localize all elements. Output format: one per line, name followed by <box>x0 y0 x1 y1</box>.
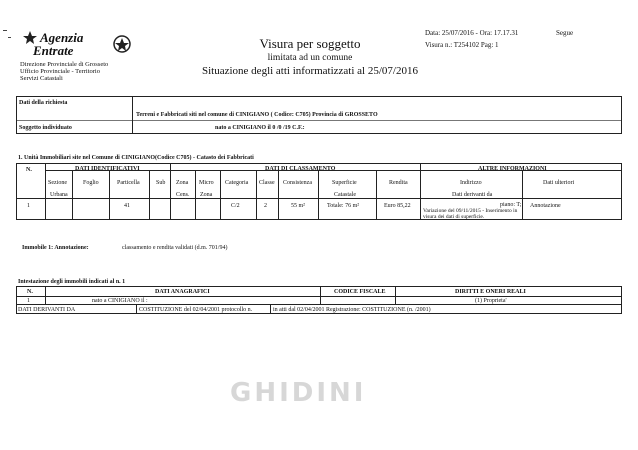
section1-title: 1. Unità Immobiliari site nel Comune di CINIGIANO(Codice C705) - Catasto dei Fabbricati <box>18 155 254 161</box>
row-categoria: C/2 <box>231 203 240 209</box>
row-particella: 41 <box>124 203 130 209</box>
col-dati-ulteriori: Dati ulteriori <box>543 180 575 186</box>
col-sep <box>170 163 171 220</box>
col-sep <box>109 170 110 220</box>
request-right-line <box>621 96 622 133</box>
col-dati-derivanti: Dati derivanti da <box>452 192 493 198</box>
col-rendita: Rendita <box>389 180 408 186</box>
int-header-diritti: DIRITTI E ONERI REALI <box>455 289 526 295</box>
row-classe: 2 <box>264 203 267 209</box>
watermark: GHIDINI <box>230 378 367 408</box>
label-dati-richiesta: Dati della richiesta <box>19 100 68 106</box>
int-row-line <box>16 296 622 297</box>
col-sep <box>256 170 257 220</box>
col-urbana: Urbana <box>50 192 68 198</box>
col-particella: Particella <box>117 180 140 186</box>
units-table-header-line2 <box>16 198 622 199</box>
row-annotazione: Annotazione <box>530 203 561 209</box>
segue-label: Segue <box>556 29 574 37</box>
int-header-anagrafici: DATI ANAGRAFICI <box>155 289 210 295</box>
col-sep <box>318 170 319 220</box>
immobile-text: classamento e rendita validati (d.m. 701/94) <box>122 245 228 251</box>
int-costituzione-2: in atti dal 02/04/2001 Registrazione: COSTITUZIONE (n. /2001) <box>273 307 431 313</box>
intestazione-title: Intestazione degli immobili indicati al n. 1 <box>18 279 126 285</box>
row-indirizzo-piano: piano: T; <box>500 202 522 208</box>
col-foglio: Foglio <box>83 180 99 186</box>
int-col-sep <box>136 304 137 314</box>
row-variazione: Variazione del 09/11/2015 - Inserimento in visura dei dati di superficie. <box>423 208 518 221</box>
col-classe: Classe <box>259 180 275 186</box>
col-sep <box>522 170 523 220</box>
logo-agenzia: Agenzia <box>40 30 84 45</box>
row-consistenza: 55 m² <box>291 203 305 209</box>
col-sub: Sub <box>156 180 166 186</box>
col-zona2: Zona <box>200 192 213 198</box>
scan-mark <box>3 30 7 31</box>
scan-mark <box>8 37 11 38</box>
int-costituzione-1: COSTITUZIONE del 02/04/2001 protocollo n. <box>139 307 253 313</box>
int-col-sep <box>45 286 46 304</box>
col-sep <box>149 170 150 220</box>
col-superficie: Superficie <box>332 180 357 186</box>
int-col-sep <box>395 286 396 304</box>
int-header-n: N. <box>27 289 33 295</box>
header-dati-classamento: DATI DI CLASSAMENTO <box>265 166 336 172</box>
doc-subtitle: limitata ad un comune <box>267 53 353 63</box>
col-micro: Micro <box>199 180 214 186</box>
immobile-label: Immobile 1: Annotazione: <box>22 245 89 251</box>
date-time: Data: 25/07/2016 - Ora: 17.17.31 <box>425 29 519 37</box>
int-row-n: 1 <box>27 298 30 304</box>
header-dati-identificativi: DATI IDENTIFICATIVI <box>75 166 140 172</box>
int-col-sep <box>320 286 321 304</box>
header-altre-informazioni: ALTRE INFORMAZIONI <box>478 166 547 172</box>
int-dati-derivanti-label: DATI DERIVANTI DA <box>18 307 76 313</box>
visura-number: Visura n.: T254102 Pag: 1 <box>425 41 499 49</box>
col-categoria: Categoria <box>225 180 249 186</box>
int-header-codice: CODICE FISCALE <box>334 289 386 295</box>
col-sep <box>376 170 377 220</box>
agenzia-logo <box>18 30 133 60</box>
logo-entrate: Entrate <box>33 43 74 58</box>
col-sep <box>45 163 46 220</box>
col-zona: Zona <box>176 180 189 186</box>
doc-title: Visura per soggetto <box>259 36 361 51</box>
request-top-line <box>16 96 622 97</box>
emblem-icon <box>112 32 132 56</box>
col-sep <box>220 170 221 220</box>
int-row-line <box>16 304 622 305</box>
row-n: 1 <box>27 203 30 209</box>
col-cens: Cens. <box>176 192 190 198</box>
value-terreni: Terreni e Fabbricati siti nel comune di CINIGIANO ( Codice: C705) Provincia di GROSSETO <box>136 112 378 118</box>
office-line-3: Servizi Catastali <box>20 75 63 82</box>
request-mid-line <box>16 120 622 121</box>
row-superficie: Totale: 76 m² <box>327 203 360 209</box>
request-sep-line <box>132 96 133 133</box>
col-sezione: Sezione <box>48 180 67 186</box>
col-sep <box>195 170 196 220</box>
int-col-sep <box>270 304 271 314</box>
int-row-nato: nato a CINIGIANO il : <box>92 298 148 304</box>
value-soggetto: nato a CINIGIANO il 0 /0 /19 C.F.: <box>215 125 305 131</box>
request-bottom-line <box>16 133 622 134</box>
request-left-line <box>16 96 17 133</box>
label-soggetto: Soggetto individuato <box>19 125 72 131</box>
row-rendita: Euro 85,22 <box>384 203 411 209</box>
col-sep <box>420 163 421 220</box>
col-consistenza: Consistenza <box>283 180 312 186</box>
col-catastale: Catastale <box>334 192 356 198</box>
doc-situation: Situazione degli atti informatizzati al 25/07/2016 <box>202 65 418 77</box>
int-row-proprieta: (1) Proprieta' <box>475 298 507 304</box>
col-sep <box>278 170 279 220</box>
header-n: N. <box>26 167 32 173</box>
col-sep <box>72 170 73 220</box>
office-line-2: Ufficio Provinciale - Territorio <box>20 68 100 75</box>
office-line-1: Direzione Provinciale di Grosseto <box>20 61 109 68</box>
col-indirizzo: Indirizzo <box>460 180 482 186</box>
